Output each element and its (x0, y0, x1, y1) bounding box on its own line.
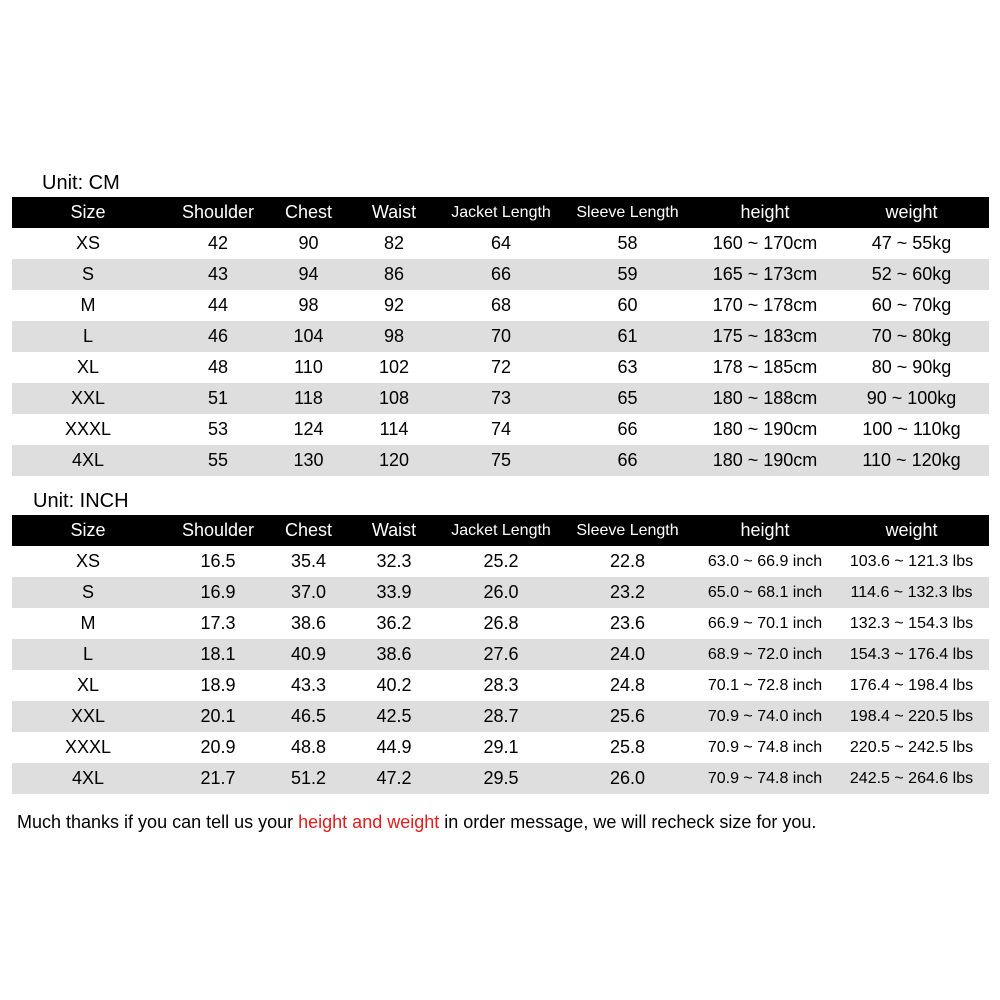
cell-chest: 51.2 (272, 763, 345, 794)
header-size: Size (12, 197, 164, 228)
cell-shoulder: 16.9 (164, 577, 272, 608)
cell-sleeve-length: 26.0 (559, 763, 696, 794)
cell-sleeve-length: 58 (617, 233, 638, 253)
footer-note (17, 810, 816, 834)
header-weight: weight (834, 515, 989, 546)
cell-chest: 94 (272, 259, 345, 290)
table-row (12, 670, 989, 701)
cell-sleeve-length: 66 (617, 419, 638, 439)
cell-chest: 40.9 (272, 639, 345, 670)
table-row (12, 639, 989, 670)
cell-jacket-length: 25.2 (483, 551, 519, 571)
table-row (12, 383, 989, 414)
cell-chest: 90 (298, 233, 319, 253)
cell-weight: 176.4 ~ 198.4 lbs (849, 676, 974, 694)
cell-height: 65.0 ~ 68.1 inch (696, 577, 834, 608)
cell-height: 170 ~ 178cm (712, 295, 818, 315)
cell-waist: 108 (345, 383, 443, 414)
cell-weight: 132.3 ~ 154.3 lbs (849, 614, 974, 632)
cell-height: 68.9 ~ 72.0 inch (696, 639, 834, 670)
header-weight: weight (834, 197, 989, 228)
cell-size: XL (76, 675, 100, 695)
cell-shoulder: 51 (164, 383, 272, 414)
cell-shoulder: 53 (207, 419, 229, 439)
cell-shoulder: 16.5 (200, 551, 236, 571)
cell-height: 70.9 ~ 74.8 inch (707, 738, 823, 756)
cell-chest: 43.3 (290, 675, 327, 695)
cell-size: XXXL (64, 737, 112, 757)
cell-sleeve-length: 24.0 (559, 639, 696, 670)
cell-shoulder: 46 (164, 321, 272, 352)
table-row (12, 259, 989, 290)
cell-height: 178 ~ 185cm (712, 357, 818, 377)
cell-waist: 44.9 (376, 737, 412, 757)
cell-waist: 82 (383, 233, 405, 253)
cell-weight: 100 ~ 110kg (862, 419, 961, 439)
cell-weight: 198.4 ~ 220.5 lbs (834, 701, 989, 732)
cell-weight: 90 ~ 100kg (834, 383, 989, 414)
cell-size: 4XL (12, 445, 164, 476)
footer-text-after: in order message, we will recheck size for you. (439, 812, 817, 832)
table-row (12, 546, 989, 577)
table-header-row (12, 515, 989, 546)
cell-shoulder: 43 (164, 259, 272, 290)
cell-height: 66.9 ~ 70.1 inch (707, 614, 823, 632)
cell-sleeve-length: 25.6 (559, 701, 696, 732)
cell-weight: 110 ~ 120kg (834, 445, 989, 476)
cell-sleeve-length: 65 (559, 383, 696, 414)
cell-sleeve-length: 61 (559, 321, 696, 352)
cell-jacket-length: 74 (490, 419, 512, 439)
cell-shoulder: 18.9 (200, 675, 236, 695)
cell-jacket-length: 66 (443, 259, 559, 290)
cell-sleeve-length: 25.8 (609, 737, 646, 757)
cell-jacket-length: 72 (490, 357, 512, 377)
unit-inch-label: Unit: INCH (33, 490, 129, 512)
table-row (12, 228, 989, 259)
cell-size: XS (75, 551, 100, 571)
cell-chest: 124 (293, 419, 324, 439)
cell-chest: 35.4 (290, 551, 327, 571)
cell-size: M (80, 295, 96, 315)
header-jacket-length: Jacket Length (443, 515, 559, 546)
cell-size: XS (75, 233, 100, 253)
cell-shoulder: 20.9 (200, 737, 236, 757)
cell-shoulder: 21.7 (164, 763, 272, 794)
cell-height: 160 ~ 170cm (712, 233, 818, 253)
cell-shoulder: 20.1 (164, 701, 272, 732)
cell-jacket-length: 28.7 (443, 701, 559, 732)
cell-jacket-length: 29.5 (443, 763, 559, 794)
cell-size: L (12, 639, 164, 670)
cell-weight: 52 ~ 60kg (834, 259, 989, 290)
cell-chest: 110 (294, 357, 323, 377)
cell-jacket-length: 27.6 (443, 639, 559, 670)
header-jacket-length: Jacket Length (443, 197, 559, 228)
cell-shoulder: 42 (207, 233, 229, 253)
cell-shoulder: 44 (207, 295, 229, 315)
header-size: Size (12, 515, 164, 546)
cell-jacket-length: 26.0 (443, 577, 559, 608)
cell-sleeve-length: 60 (617, 295, 638, 315)
cell-jacket-length: 73 (443, 383, 559, 414)
cell-shoulder: 17.3 (200, 613, 236, 633)
header-chest: Chest (272, 197, 345, 228)
cell-waist: 114 (379, 419, 409, 439)
cell-size: S (12, 577, 164, 608)
cell-waist: 38.6 (345, 639, 443, 670)
cell-height: 165 ~ 173cm (696, 259, 834, 290)
cell-shoulder: 48 (207, 357, 229, 377)
cell-waist: 102 (378, 357, 410, 377)
cell-weight: 154.3 ~ 176.4 lbs (834, 639, 989, 670)
cell-waist: 40.2 (376, 675, 412, 695)
cell-shoulder: 55 (164, 445, 272, 476)
cell-sleeve-length: 22.8 (609, 551, 646, 571)
cell-weight: 220.5 ~ 242.5 lbs (849, 738, 974, 756)
cell-chest: 46.5 (272, 701, 345, 732)
cell-weight: 70 ~ 80kg (834, 321, 989, 352)
cell-jacket-length: 75 (443, 445, 559, 476)
cell-shoulder: 18.1 (164, 639, 272, 670)
cell-sleeve-length: 23.2 (559, 577, 696, 608)
cm-size-table (12, 197, 989, 476)
table-row (12, 608, 989, 639)
cell-weight: 60 ~ 70kg (871, 295, 952, 315)
table-header-row (12, 197, 989, 228)
cell-weight: 114.6 ~ 132.3 lbs (834, 577, 989, 608)
table-row (12, 290, 989, 321)
cell-size: S (12, 259, 164, 290)
cell-size: XXL (12, 383, 164, 414)
table-row (12, 577, 989, 608)
cell-weight: 80 ~ 90kg (871, 357, 952, 377)
cell-waist: 33.9 (345, 577, 443, 608)
cell-waist: 98 (345, 321, 443, 352)
header-waist: Waist (345, 197, 443, 228)
cell-waist: 92 (383, 295, 405, 315)
cell-chest: 48.8 (290, 737, 327, 757)
footer-highlight: height and weight (298, 812, 440, 832)
cell-chest: 98 (298, 295, 319, 315)
cell-size: M (80, 613, 96, 633)
table-row (12, 445, 989, 476)
cell-sleeve-length: 66 (559, 445, 696, 476)
inch-size-table (12, 515, 989, 794)
cell-sleeve-length: 24.8 (609, 675, 646, 695)
cell-sleeve-length: 63 (617, 357, 638, 377)
cell-sleeve-length: 23.6 (609, 613, 646, 633)
unit-cm-label: Unit: CM (42, 172, 120, 194)
cell-chest: 130 (272, 445, 345, 476)
cell-jacket-length: 64 (490, 233, 512, 253)
cell-waist: 32.3 (376, 551, 412, 571)
header-waist: Waist (345, 515, 443, 546)
cell-chest: 118 (272, 383, 345, 414)
cell-height: 180 ~ 190cm (696, 445, 834, 476)
cell-weight: 103.6 ~ 121.3 lbs (849, 552, 974, 570)
cell-chest: 104 (272, 321, 345, 352)
header-height: height (696, 515, 834, 546)
cell-waist: 36.2 (376, 613, 412, 633)
cell-size: XL (76, 357, 100, 377)
footer-text-before: Much thanks if you can tell us your (17, 812, 299, 832)
cell-size: 4XL (12, 763, 164, 794)
cell-height: 180 ~ 190cm (712, 419, 818, 439)
header-sleeve-length: Sleeve Length (559, 515, 696, 546)
cell-jacket-length: 28.3 (483, 675, 519, 695)
cell-jacket-length: 68 (490, 295, 512, 315)
table-row (12, 321, 989, 352)
header-shoulder: Shoulder (164, 197, 272, 228)
cell-size: XXXL (64, 419, 112, 439)
table-row (12, 701, 989, 732)
cell-jacket-length: 26.8 (483, 613, 519, 633)
table-row (12, 352, 989, 383)
cell-waist: 86 (345, 259, 443, 290)
cell-height: 70.9 ~ 74.8 inch (696, 763, 834, 794)
cell-waist: 120 (345, 445, 443, 476)
table-row (12, 414, 989, 445)
cell-waist: 42.5 (345, 701, 443, 732)
cell-height: 180 ~ 188cm (696, 383, 834, 414)
table-row (12, 732, 989, 763)
cell-height: 70.1 ~ 72.8 inch (707, 676, 823, 694)
header-height: height (696, 197, 834, 228)
cell-chest: 38.6 (290, 613, 327, 633)
header-shoulder: Shoulder (164, 515, 272, 546)
cell-height: 175 ~ 183cm (696, 321, 834, 352)
cell-weight: 242.5 ~ 264.6 lbs (834, 763, 989, 794)
cell-height: 70.9 ~ 74.0 inch (696, 701, 834, 732)
cell-sleeve-length: 59 (559, 259, 696, 290)
cell-chest: 37.0 (272, 577, 345, 608)
header-sleeve-length: Sleeve Length (559, 197, 696, 228)
cell-size: XXL (12, 701, 164, 732)
table-row (12, 763, 989, 794)
cell-jacket-length: 70 (443, 321, 559, 352)
cell-waist: 47.2 (345, 763, 443, 794)
cell-size: L (12, 321, 164, 352)
cell-weight: 47 ~ 55kg (871, 233, 952, 253)
cell-jacket-length: 29.1 (483, 737, 519, 757)
cell-height: 63.0 ~ 66.9 inch (707, 552, 823, 570)
header-chest: Chest (272, 515, 345, 546)
